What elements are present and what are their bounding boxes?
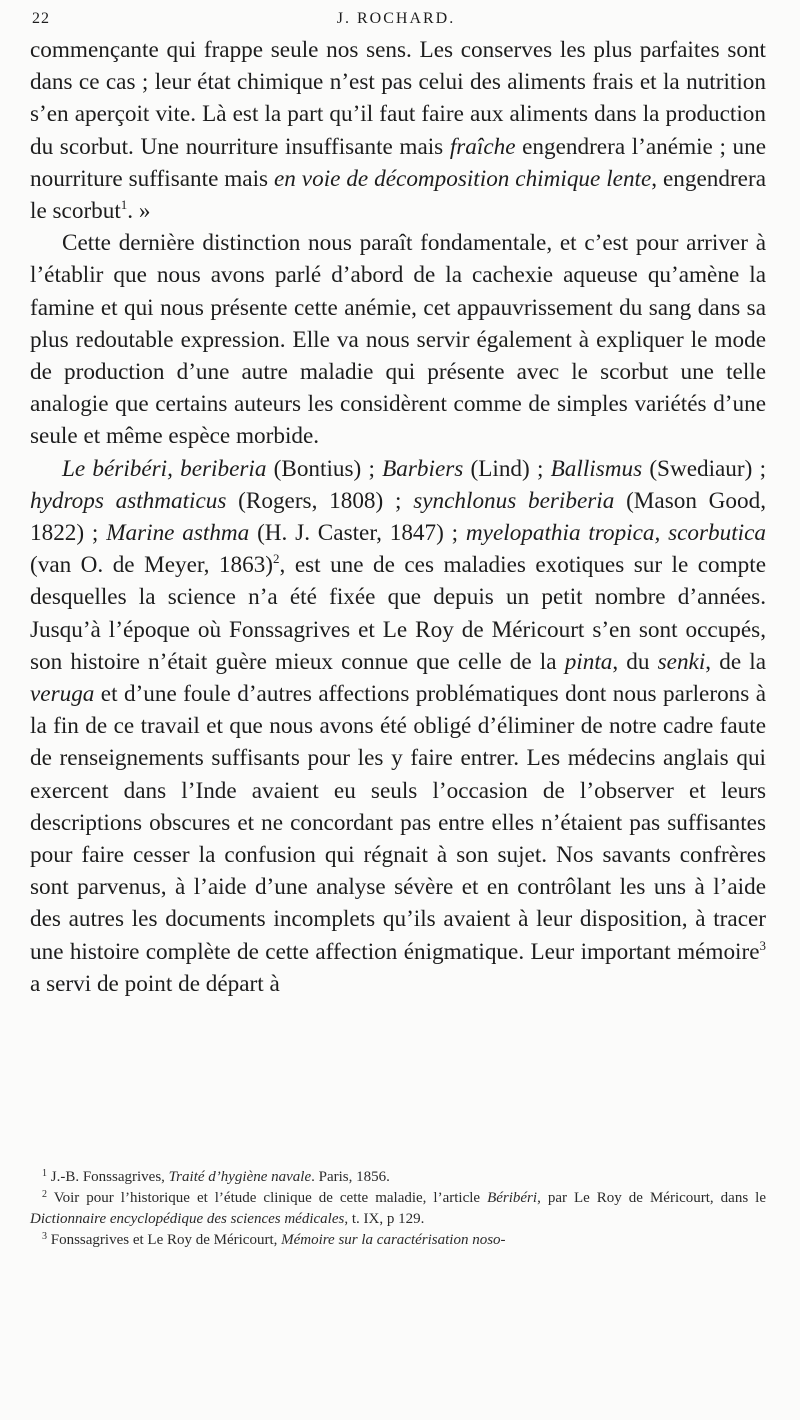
text-run: Voir pour l’historique et l’étude clinique de cette maladie, l’article <box>47 1190 488 1206</box>
footnote <box>30 1230 766 1251</box>
italic-text: fraîche <box>449 133 516 160</box>
italic-text: Le béribéri, beriberia <box>62 455 267 482</box>
text-run: Fonssagrives et Le Roy de Méricourt, <box>47 1232 282 1248</box>
text-run: (Swediaur) ; <box>642 455 767 482</box>
paragraph <box>30 227 766 452</box>
text-run: (Mason Good, 1822) ; <box>30 487 767 547</box>
italic-text: pinta <box>564 648 613 675</box>
footnote-ref: 2 <box>42 1189 47 1200</box>
footnote-ref: 1 <box>120 197 128 213</box>
italic-text: synchlonus beriberia <box>413 487 615 514</box>
italic-text: Traité d’hygiène navale <box>168 1169 312 1185</box>
text-run: (Lind) ; <box>463 455 551 482</box>
text-run: (H. J. Caster, 1847) ; <box>249 520 466 547</box>
text-run: commençante qui frappe seule nos sens. Les conserves les plus parfaites sont dans ce cas ; leur état chimique n’est pas celui des aliments frais et la nutrition s’en aperçoit vite. Là est la part qu’il faut faire aux aliments dans la production du scorbut. Une nourriture insuffisante mais <box>30 37 766 160</box>
footnote-ref: 2 <box>273 551 280 567</box>
italic-text: Barbiers <box>382 455 464 482</box>
text-run: engendrera l’anémie ; une nourriture suffisante mais <box>30 133 766 192</box>
italic-text: senki <box>657 648 706 675</box>
footnote <box>30 1167 766 1188</box>
body-text <box>30 34 766 1000</box>
text-run: , de la <box>705 648 766 675</box>
italic-text: en voie de décomposition chimique lente <box>274 165 652 192</box>
footnote-ref: 3 <box>42 1231 47 1242</box>
italic-text: Ballismus <box>550 455 643 482</box>
text-run: , du <box>612 648 658 675</box>
text-run: , par Le Roy de Méricourt, dans le <box>537 1190 766 1206</box>
text-run: , engendrera le scorbut <box>30 165 766 225</box>
italic-text: hydrops asthmaticus <box>30 487 227 514</box>
italic-text: veruga <box>30 681 95 708</box>
text-run: (van O. de Meyer, 1863) <box>30 552 274 579</box>
text-run: J.-B. Fonssagrives, <box>47 1169 169 1185</box>
italic-text: Mémoire sur la caractérisation noso- <box>281 1232 506 1248</box>
text-run: (Bontius) ; <box>266 455 383 482</box>
text-run: , est une de ces maladies exotiques sur le compte desquelles la science n’a été fixée que depuis un petit nombre d’années. Jusqu’à l’époque où Fonssagrives et Le Roy de Méricourt s’en sont occupés, son histoire n’était guère mieux connue que celle de la <box>30 552 767 675</box>
footnotes <box>30 1167 766 1251</box>
text-run: et d’une foule d’autres affections problématiques dont nous parlerons à la fin de ce travail et que nous avons été obligé d’éliminer de notre cadre faute de renseignements suffisants pour les y faire entrer. Les médecins anglais qui exercent dans l’Inde avaient eu seuls l’occasion de l’observer et leurs descriptions obscures et ne concordant pas entre elles n’étaient pas suffisantes pour faire cesser la confusion qui régnait à son sujet. Nos savants confrères sont parvenus, à l’aide d’une analyse sévère et en contrôlant les uns à l’aide des autres les documents incomplets qu’ils avaient à leur disposition, à tracer une histoire complète de cette affection énigmatique. Leur important mémoire <box>30 681 766 965</box>
paragraph <box>30 453 766 1000</box>
paragraph <box>30 34 766 227</box>
text-run: . Paris, 1856. <box>311 1169 390 1185</box>
italic-text: Béribéri <box>487 1190 538 1206</box>
running-title: J. ROCHARD. <box>336 10 456 27</box>
italic-text: Marine asthma <box>106 520 250 547</box>
text-run: , t. IX, p 129. <box>344 1211 425 1227</box>
page-header <box>32 10 760 32</box>
footnote <box>30 1188 766 1230</box>
footnote-ref: 3 <box>759 937 766 953</box>
text-run: . » <box>127 198 151 225</box>
italic-text: myelopathia tropica, scorbutica <box>465 520 766 547</box>
text-run: a servi de point de départ à <box>30 970 280 997</box>
text-run: (Rogers, 1808) ; <box>226 487 414 514</box>
page-number: 22 <box>32 10 50 27</box>
text-run: Cette dernière distinction nous paraît fondamentale, et c’est pour arriver à l’établir que nous avons parlé d’abord de la cachexie aqueuse qu’amène la famine et qui nous présente cette anémie, cet appauvrissement du sang dans sa plus redoutable expression. Elle va nous servir également à expliquer le mode de production d’une autre maladie qui présente avec le scorbut une telle analogie que certains auteurs les considèrent comme de simples variétés d’une seule et même espèce morbide. <box>30 230 766 450</box>
italic-text: Dictionnaire encyclopédique des sciences médicales <box>30 1211 345 1227</box>
footnote-ref: 1 <box>42 1168 47 1179</box>
